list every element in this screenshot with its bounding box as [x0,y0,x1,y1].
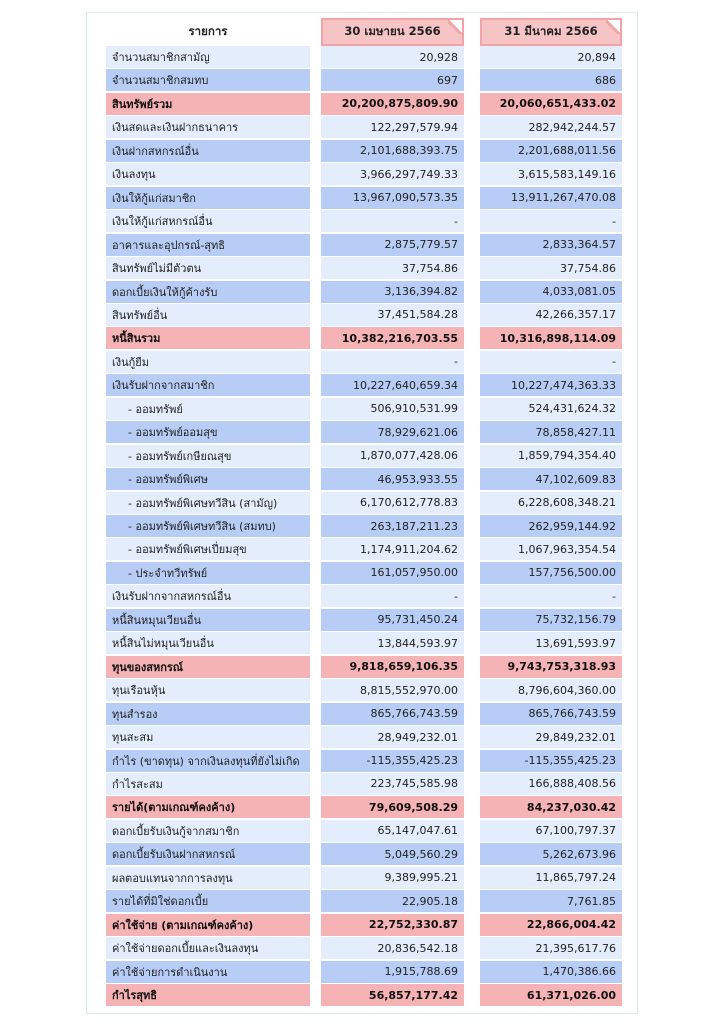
row-value-apr: 697 [321,69,464,91]
row-value-apr: 10,227,640,659.34 [321,374,464,396]
row-label: - ออมทรัพย์ออมสุข [106,421,310,443]
row-label: รายได้ที่มิใช่ดอกเบี้ย [106,890,310,912]
table-row [106,538,622,560]
table-row [106,703,622,725]
row-value-mar: 2,833,364.57 [480,234,622,256]
table-row [106,163,622,185]
row-value-apr: 3,966,297,749.33 [321,163,464,185]
row-value-apr: 865,766,743.59 [321,703,464,725]
row-label: สินทรัพย์รวม [106,93,310,115]
table-row [106,890,622,912]
table-row [106,304,622,326]
row-value-apr: 5,049,560.29 [321,843,464,865]
header-item: รายการ [188,24,228,38]
row-value-apr: 56,857,177.42 [321,984,464,1006]
table-row [106,515,622,537]
row-value-apr: 78,929,621.06 [321,421,464,443]
table-row [106,398,622,420]
row-label: เงินกู้ยืม [106,351,310,373]
row-value-mar: - [480,351,622,373]
row-label: เงินลงทุน [106,163,310,185]
row-value-mar: 5,262,673.96 [480,843,622,865]
corner-fold-icon [448,20,462,34]
row-value-mar: 47,102,609.83 [480,468,622,490]
row-label: ค่าใช้จ่าย (ตามเกณฑ์คงค้าง) [106,914,310,936]
header-col-30-apr-2566 [321,18,464,46]
row-label: ผลตอบแทนจากการลงทุน [106,867,310,889]
table-row [106,937,622,959]
table-row [106,984,622,1006]
row-value-mar: 10,316,898,114.09 [480,327,622,349]
row-value-mar: 9,743,753,318.93 [480,656,622,678]
row-value-apr: 20,928 [321,46,464,68]
row-label: ค่าใช้จ่ายการดำเนินงาน [106,961,310,983]
row-value-mar: 37,754.86 [480,257,622,279]
table-row [106,585,622,607]
row-label: หนี้สินรวม [106,327,310,349]
table-row [106,445,622,467]
table-row [106,867,622,889]
row-label: ทุนสะสม [106,726,310,748]
table-header [106,18,622,46]
row-value-mar: 6,228,608,348.21 [480,492,622,514]
row-value-apr: 95,731,450.24 [321,609,464,631]
row-value-mar: 282,942,244.57 [480,116,622,138]
table-row [106,796,622,818]
row-value-apr: 2,101,688,393.75 [321,140,464,162]
row-value-mar: 157,756,500.00 [480,562,622,584]
row-value-apr: - [321,351,464,373]
row-value-apr: 263,187,211.23 [321,515,464,537]
row-value-apr: 13,967,090,573.35 [321,187,464,209]
row-value-apr: 10,382,216,703.55 [321,327,464,349]
row-label: เงินฝากสหกรณ์อื่น [106,140,310,162]
table-row [106,750,622,772]
row-value-apr: 79,609,508.29 [321,796,464,818]
row-label: กำไรสะสม [106,773,310,795]
row-label: หนี้สินหมุนเวียนอื่น [106,609,310,631]
row-value-mar: 865,766,743.59 [480,703,622,725]
row-label: ค่าใช้จ่ายดอกเบี้ยและเงินลงทุน [106,937,310,959]
table-row [106,140,622,162]
table-row [106,961,622,983]
row-value-mar: 13,691,593.97 [480,632,622,654]
row-value-apr: - [321,210,464,232]
table-row [106,93,622,115]
row-label: ดอกเบี้ยเงินให้กู้ค้างรับ [106,281,310,303]
row-value-apr: 6,170,612,778.83 [321,492,464,514]
row-label: เงินสดและเงินฝากธนาคาร [106,116,310,138]
header-col-31-mar-2566 [480,18,622,46]
row-label: สินทรัพย์อื่น [106,304,310,326]
row-value-apr: 8,815,552,970.00 [321,679,464,701]
row-value-apr: 1,174,911,204.62 [321,538,464,560]
row-label: - ออมทรัพย์พิเศษ [106,468,310,490]
row-value-mar: 20,060,651,433.02 [480,93,622,115]
table-row [106,281,622,303]
row-value-mar: 4,033,081.05 [480,281,622,303]
row-value-apr: 22,752,330.87 [321,914,464,936]
row-label: หนี้สินไม่หมุนเวียนอื่น [106,632,310,654]
row-value-apr: 161,057,950.00 [321,562,464,584]
row-value-mar: 22,866,004.42 [480,914,622,936]
table-row [106,562,622,584]
corner-fold-icon [606,20,620,34]
row-value-mar: 78,858,427.11 [480,421,622,443]
table-row [106,327,622,349]
row-value-mar: 7,761.85 [480,890,622,912]
table-row [106,820,622,842]
row-value-apr: 37,754.86 [321,257,464,279]
row-value-apr: 37,451,584.28 [321,304,464,326]
row-value-mar: 67,100,797.37 [480,820,622,842]
row-value-apr: 20,836,542.18 [321,937,464,959]
row-value-apr: 223,745,585.98 [321,773,464,795]
row-value-mar: 1,859,794,354.40 [480,445,622,467]
row-label: รายได้(ตามเกณฑ์คงค้าง) [106,796,310,818]
row-label: เงินรับฝากจากสมาชิก [106,374,310,396]
table-row [106,843,622,865]
table-row [106,69,622,91]
row-label: สินทรัพย์ไม่มีตัวตน [106,257,310,279]
table-row [106,609,622,631]
table-row [106,656,622,678]
row-value-mar: 166,888,408.56 [480,773,622,795]
table-row [106,773,622,795]
table-row [106,351,622,373]
row-label: ดอกเบี้ยรับเงินฝากสหกรณ์ [106,843,310,865]
row-value-mar: - [480,210,622,232]
row-value-mar: -115,355,425.23 [480,750,622,772]
row-value-mar: 3,615,583,149.16 [480,163,622,185]
row-value-apr: - [321,585,464,607]
row-value-apr: 13,844,593.97 [321,632,464,654]
row-label: - ออมทรัพย์ [106,398,310,420]
row-value-mar: 686 [480,69,622,91]
row-value-apr: 1,870,077,428.06 [321,445,464,467]
row-label: จำนวนสมาชิกสามัญ [106,46,310,68]
table-row [106,679,622,701]
row-value-apr: 46,953,933.55 [321,468,464,490]
table-row [106,46,622,68]
header-col1-label: 30 เมษายน 2566 [344,24,441,38]
row-value-mar: 21,395,617.76 [480,937,622,959]
row-label: ทุนของสหกรณ์ [106,656,310,678]
row-value-apr: 65,147,047.61 [321,820,464,842]
row-label: - ประจำทวีทรัพย์ [106,562,310,584]
row-value-mar: 262,959,144.92 [480,515,622,537]
row-value-mar: 11,865,797.24 [480,867,622,889]
row-label: - ออมทรัพย์พิเศษเปี่ยมสุข [106,538,310,560]
row-value-mar: 524,431,624.32 [480,398,622,420]
row-value-apr: 22,905.18 [321,890,464,912]
table-row [106,210,622,232]
row-value-apr: 1,915,788.69 [321,961,464,983]
table-row [106,421,622,443]
table-row [106,374,622,396]
row-value-mar: 13,911,267,470.08 [480,187,622,209]
row-label: จำนวนสมาชิกสมทบ [106,69,310,91]
row-label: กำไร (ขาดทุน) จากเงินลงทุนที่ยังไม่เกิด [106,750,310,772]
row-label: ทุนสำรอง [106,703,310,725]
row-value-mar: 84,237,030.42 [480,796,622,818]
table-row [106,468,622,490]
row-label: ดอกเบี้ยรับเงินกู้จากสมาชิก [106,820,310,842]
row-label: - ออมทรัพย์เกษียณสุข [106,445,310,467]
row-label: เงินให้กู้แก่สหกรณ์อื่น [106,210,310,232]
row-label: เงินให้กู้แก่สมาชิก [106,187,310,209]
row-value-mar: 20,894 [480,46,622,68]
row-value-mar: 8,796,604,360.00 [480,679,622,701]
table-row [106,257,622,279]
row-value-mar: 2,201,688,011.56 [480,140,622,162]
row-value-apr: -115,355,425.23 [321,750,464,772]
row-value-apr: 2,875,779.57 [321,234,464,256]
row-value-mar: 10,227,474,363.33 [480,374,622,396]
table-row [106,187,622,209]
row-value-apr: 3,136,394.82 [321,281,464,303]
row-value-mar: - [480,585,622,607]
row-label: อาคารและอุปกรณ์-สุทธิ [106,234,310,256]
row-value-apr: 506,910,531.99 [321,398,464,420]
row-value-mar: 61,371,026.00 [480,984,622,1006]
table-row [106,726,622,748]
table-row [106,914,622,936]
row-value-mar: 1,470,386.66 [480,961,622,983]
row-label: - ออมทรัพย์พิเศษทวีสิน (สามัญ) [106,492,310,514]
table-row [106,116,622,138]
row-value-apr: 122,297,579.94 [321,116,464,138]
table-row [106,234,622,256]
header-col2-label: 31 มีนาคม 2566 [504,24,598,38]
row-value-mar: 42,266,357.17 [480,304,622,326]
row-value-apr: 9,389,995.21 [321,867,464,889]
row-label: กำไรสุทธิ [106,984,310,1006]
table-row [106,632,622,654]
row-value-apr: 20,200,875,809.90 [321,93,464,115]
row-label: - ออมทรัพย์พิเศษทวีสิน (สมทบ) [106,515,310,537]
row-label: ทุนเรือนหุ้น [106,679,310,701]
row-value-mar: 29,849,232.01 [480,726,622,748]
row-value-apr: 28,949,232.01 [321,726,464,748]
row-label: เงินรับฝากจากสหกรณ์อื่น [106,585,310,607]
row-value-apr: 9,818,659,106.35 [321,656,464,678]
table-row [106,492,622,514]
row-value-mar: 75,732,156.79 [480,609,622,631]
row-value-mar: 1,067,963,354.54 [480,538,622,560]
